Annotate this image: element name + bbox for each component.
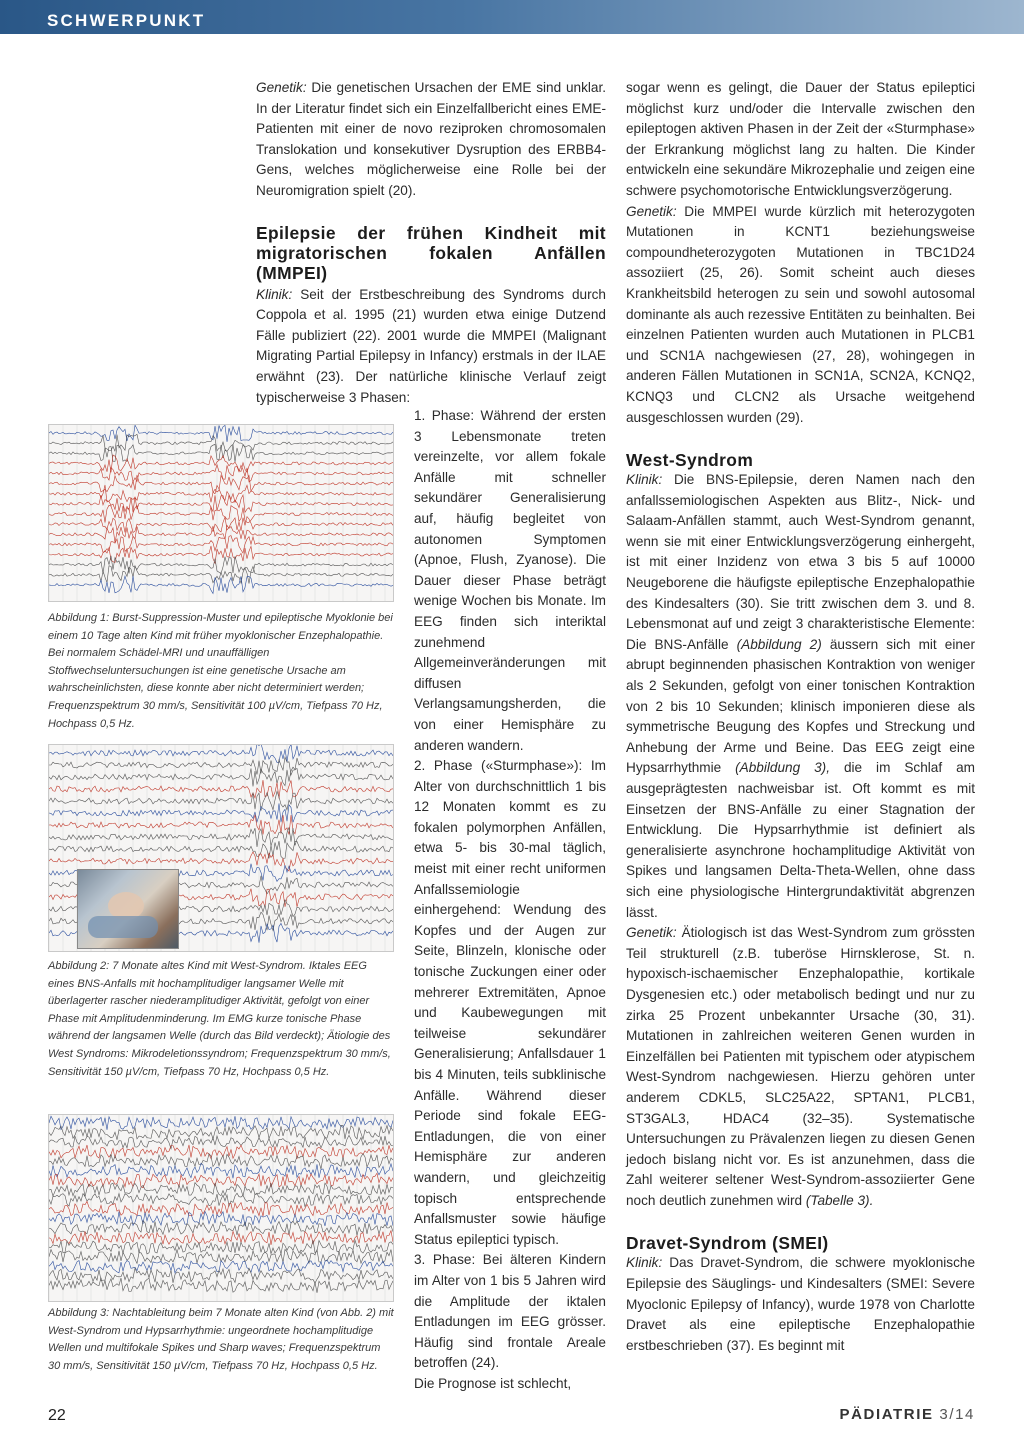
figure-2-eeg xyxy=(48,744,394,952)
figure-2-caption: Abbildung 2: 7 Monate altes Kind mit West-Syndrom. Iktales EEG eines BNS-Anfalls mit hochamplitudiger langsamer Welle mit überlagerter rascher niederamplitudiger Aktivität, gefolgt von einer Phase mit Amplitudenminderung. Im EMG kurze tonische Phase während der langsamen Welle (durch das Bild verdeckt); Ätiologie des West Syndroms: Mikrodeletionssyndrom; Frequenzspektrum 30 mm/s, Sensitivität 150 µV/cm, Tiefpass 70 Hz, Hochpass 0,5 Hz. xyxy=(48,960,391,1078)
paragraph-dravet-klinik xyxy=(626,1253,975,1356)
figure-1-caption: Abbildung 1: Burst-Suppression-Muster und epileptische Myoklonie bei einem 10 Tage alten Kind mit früher myoklonischer Enzephalopathie. Bei normalem Schädel-MRI und unauffälligen Stoffwechseluntersuchungen ist eine genetische Ursache am wahrscheinlichsten, diese konnte aber nicht determiniert werden; Frequenzspektrum 30 mm/s, Sensitivität 100 µV/cm, Tiefpass 70 Hz, Hochpass 0,5 Hz. xyxy=(48,612,393,730)
paragraph-text: Ätiologisch ist das West-Syndrom zum grössten Teil strukturell (z.B. tuberöse Hirnsklerose, St. n. hypoxisch-ischaemischer Enzephalopathie, kortikale Dysgenesien etc.) oder metabolisch bedingt und nur zu zirka 25 Prozent unbekannter Ursache (30, 31). Mutationen in zahlreichen weiteren Genen wurden in Einzelfällen bei Patienten mit typischem oder atypischem West-Syndrom nachgewiesen. Hierzu gehören unter anderem CDKL5, SLC25A22, SPTAN1, PLCB1, ST3GAL3, HDAC4 (32–35). Systematische Untersuchungen zu Prävalenzen liegen zu diesen Genen jedoch bislang nicht vor. Es ist anzunehmen, dass die Zahl weiterer seltener West-Syndrom-assoziierter Gene noch deutlich zunehmen wird xyxy=(626,925,975,1208)
paragraph-mmpei-cont: sogar wenn es gelingt, die Dauer der Status epileptici möglichst kurz und/oder die Intervalle zwischen den epileptogen aktiven Phasen in der Zeit der «Sturmphase» der Erkrankung möglichst lang zu halten. Die Kinder entwickeln eine sekundäre Mikrozephalie und zeigen eine schwere psychomotorische Entwicklungsverzögerung. xyxy=(626,80,975,198)
paragraph-text: Das Dravet-Syndrom, die schwere myoklonische Epilepsie des Säuglings- und Kindesalters (SMEI: Severe Myoclonic Epilepsy of Infancy), wurde 1978 von Charlotte Dravet als eine epileptische Enzephalopathie erstbeschrieben (37). Es beginnt mit xyxy=(626,1255,975,1353)
label-klinik: Klinik: xyxy=(626,1255,663,1271)
section-label: SCHWERPUNKT xyxy=(47,11,206,30)
journal-brand xyxy=(839,1406,975,1423)
heading-west-syndrom: West-Syndrom xyxy=(626,450,754,471)
patient-photo xyxy=(77,869,179,949)
label-klinik: Klinik: xyxy=(626,472,663,488)
page-number: 22 xyxy=(48,1407,66,1424)
paragraph-west-genetik xyxy=(626,923,975,1211)
label-genetik: Genetik: xyxy=(256,80,307,95)
reference-tabelle-3: (Tabelle 3). xyxy=(805,1192,874,1208)
paragraph-text: Die genetischen Ursachen der EME sind unklar. In der Literatur findet sich ein Einzelfallbericht eines EME-Patienten mit einer de novo reziproken chromosomalen Translokation und konsekutiver Dysruption des ERBB4-Gens, welches möglicherweise eine Rolle bei der Neuromigration spielt (20). xyxy=(256,80,606,198)
figure-3-caption: Abbildung 3: Nachtableitung beim 7 Monate alten Kind (von Abb. 2) mit West-Syndrom und Hypsarrhythmie: ungeordnete hochamplitudige Wellen und multifokale Spikes und Sharp waves; Frequenzspektrum 30 mm/s, Sensitivität 150 µV/cm, Tiefpass 70 Hz, Hochpass 0,5 Hz. xyxy=(48,1307,394,1372)
column-1-text xyxy=(256,78,606,408)
paragraph-phase-3: 3. Phase: Bei älteren Kindern im Alter von 1 bis 5 Jahren wird die Amplitude der iktalen Entladungen im EEG grösser. Häufig sind frontale Areale betroffen (24). xyxy=(414,1252,606,1371)
label-genetik: Genetik: xyxy=(626,925,677,941)
paragraph-text: äussern sich mit einer abrupt beginnenden phasischen Kontraktion von weniger als 2 Sekunden, gefolgt von einer tonischen Kontraktion von 2 bis 10 Sekunden; klinisch imponieren diese als symmetrische Beugung des Kopfes und Streckung und Anhebung der Arme und Beine. Das EEG zeigt eine Hypsarrhythmie xyxy=(626,636,975,776)
section-header-bar xyxy=(0,0,1024,34)
reference-abbildung-3: (Abbildung 3), xyxy=(735,760,830,776)
heading-mmpei: Epilepsie der frühen Kindheit mit migratorischen fokalen Anfällen (MMPEI) xyxy=(256,222,606,283)
eeg-trace-image xyxy=(49,1115,393,1301)
paragraph-phase-2: 2. Phase («Sturmphase»): Im Alter von durchschnittlich 1 bis 12 Monaten kommt es zu fokalen polymorphen Anfällen, etwa 5- bis 30-mal täglich, meist mit einer recht uniformen Anfallssemiologie einhergehend: Wendung des Kopfes und der Augen zur Seite, Blinzeln, klonische oder tonische Zuckungen einer oder mehrerer Extremitäten, Apnoe und Kaubewegungen mit teilweise sekundärer Generalisierung; Anfallsdauer 1 bis 4 Minuten, teils subklinische Anfälle. Während dieser Periode sind fokale EEG-Entladungen, die von einer Hemisphäre zur anderen wandern, und gleichzeitig topisch entsprechende Anfallsmuster sowie häufige Status epileptici typisch. xyxy=(414,758,606,1247)
journal-issue: 3/14 xyxy=(939,1406,975,1423)
journal-name: PÄDIATRIE xyxy=(839,1406,934,1423)
column-3-text xyxy=(626,78,975,1356)
heading-dravet-syndrom: Dravet-Syndrom (SMEI) xyxy=(626,1233,829,1254)
paragraph-mmpei-genetik xyxy=(626,202,975,429)
paragraph-prognose: Die Prognose ist schlecht, xyxy=(414,1375,572,1391)
label-klinik: Klinik: xyxy=(256,286,293,302)
paragraph-text: die im Schlaf am ausgeprägtesten nachweisbar ist. Oft kommt es mit Einsetzen der BNS-Anfälle zu einer Stagnation der Entwicklung. Die Hypsarrhythmie ist definiert als generalisierte asynchrone hochamplitudige Aktivität von Spikes und langsamen Delta-Theta-Wellen, ohne dass sich eine physiologische Hintergrundaktivität abgrenzen lässt. xyxy=(626,760,975,920)
paragraph-mmpei-klinik xyxy=(256,285,606,409)
reference-abbildung-2: (Abbildung 2) xyxy=(736,636,822,652)
paragraph-eme-genetik xyxy=(256,78,606,202)
label-genetik: Genetik: xyxy=(626,203,677,219)
paragraph-text: Die MMPEI wurde kürzlich mit heterozygoten Mutationen in KCNT1 beziehungsweise compoundheterozygoten Mutationen in TBC1D24 assoziiert (25, 26). Somit scheint auch dieses Krankheitsbild heterogen zu sein und sowohl autosomal dominante als auch rezessive Entitäten zu beinhalten. Bei einzelnen Patienten wurden auch Mutationen in PLCB1 und SCN1A nachgewiesen (27, 28), wohingegen in anderen Fällen Mutationen in SCN1A, SCN2A, KCNQ2, KCNQ3 und CLCN2 als Ursache weitgehend ausgeschlossen wurden (29). xyxy=(626,203,975,425)
column-2-text xyxy=(414,406,606,1395)
paragraph-text: Seit der Erstbeschreibung des Syndroms durch Coppola et al. 1995 (21) wurden etwa einige Dutzend Fälle publiziert (22). 2001 wurde die MMPEI (Malignant Migrating Partial Epilepsy in Infancy) erstmals in der ILAE erwähnt (23). Der natürliche klinische Verlauf zeigt typischerweise 3 Phasen: xyxy=(256,286,606,405)
figure-3-eeg xyxy=(48,1114,394,1302)
paragraph-west-klinik xyxy=(626,470,975,923)
eeg-trace-image xyxy=(49,425,393,601)
paragraph-phase-1: 1. Phase: Während der ersten 3 Lebensmonate treten vereinzelte, vor allem fokale Anfälle mit schneller sekundärer Generalisierung auf, häufig begleitet von autonomen Symptomen (Apnoe, Flush, Zyanose). Die Dauer dieser Phase beträgt wenige Wochen bis Monate. Im EEG finden sich interiktal zunehmend Allgemeinveränderungen mit diffusen Verlangsamungsherden, die von einer Hemisphäre zu anderen wandern. xyxy=(414,408,606,753)
paragraph-text: Die BNS-Epilepsie, deren Namen nach den anfallssemiologischen Aspekten aus Blitz-, Nick- und Salaam-Anfällen stammt, auch West-Syndrom genannt, wenn sie mit einer Entwicklungsverzögerung einhergeht, ist mit einer Inzidenz von etwa 3 bis 5 auf 10000 Neugeborene die häufigste epileptische Enzephalopathie des Kindesalters (30). Sie tritt zwischen dem 3. und 8. Lebensmonat auf und zeigt 3 charakteristische Elemente: Die BNS-Anfälle xyxy=(626,472,975,652)
figure-1-eeg xyxy=(48,424,394,602)
